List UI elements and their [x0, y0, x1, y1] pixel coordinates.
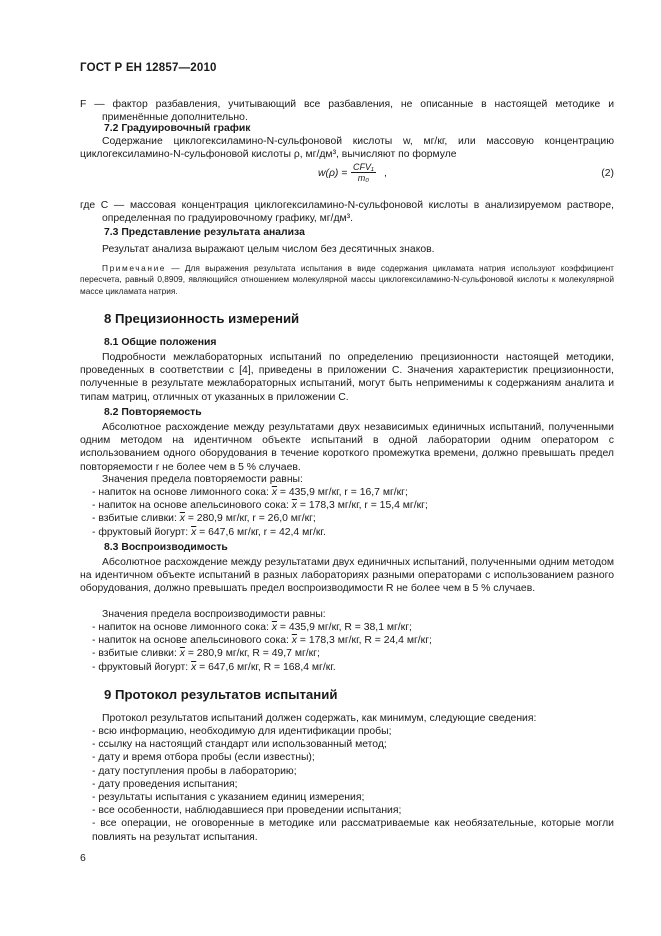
list-item: - напиток на основе апельсинового сока: $\overline{x} = 178,3$ мг/кг, r = 15,4 мг/кг;	[92, 500, 428, 512]
section-8-2-title: 8.2 Повторяемость	[104, 407, 202, 418]
note-text: — Для выражения результата испытания в виде содержания цикламата натрия используют коэффициент пересчета, равный 0,8909, являющийся отношением молекулярной массы циклогексиламино-N-сульфоновой кислоты к молекулярной массе цикламата натрия.	[80, 263, 614, 296]
note	[80, 263, 614, 297]
section-7-2-title: 7.2 Градуировочный график	[104, 123, 251, 134]
list-item: - напиток на основе апельсинового сока: $\overline{x} = 178,3$ мг/кг, R = 24,4 мг/кг;	[92, 635, 432, 647]
section-7-2-text: Содержание циклогексиламино-N-сульфоновой кислоты w, мг/кг, или массовую концентрацию циклогексиламино-N-сульфоновой кислоты ρ, мг/дм³, вычисляют по формуле	[80, 136, 614, 161]
list-item: - всю информацию, необходимую для идентификации пробы;	[92, 726, 392, 737]
formula-fraction	[351, 162, 376, 183]
c-definition: где C — массовая концентрация циклогексиламино-N-сульфоновой кислоты в анализируемом растворе, определенная по градуировочному графику, мг/дм³.	[80, 200, 614, 225]
list-item: - все операции, не оговоренные в методике или рассматриваемые как необязательные, которые могли повлиять на результат испытания.	[92, 818, 614, 843]
section-7-3-title: 7.3 Представление результата анализа	[104, 227, 305, 238]
protocol-list	[80, 725, 614, 844]
list-item: - результаты испытания с указанием единиц измерения;	[92, 792, 365, 804]
list-item: - дату проведения испытания;	[92, 778, 238, 790]
section-8-title: 8 Прецизионность измерений	[104, 311, 300, 326]
formula-comma: ,	[384, 168, 387, 179]
list-item: - фруктовый йогурт: $\overline{x} = 647,6$ мг/кг, r = 42,4 мг/кг.	[92, 526, 326, 538]
section-9-title: 9 Протокол результатов испытаний	[104, 687, 338, 702]
section-8-2-text: Абсолютное расхождение между результатами двух независимых единичных испытаний, полученными одним методом на идентичном объекте испытаний в одной лаборатории одним оператором с использованием одного оборудования в течение короткого промежутка времени, должно превышать предел повторяемости r не более чем в 5 % случаев.	[80, 422, 614, 473]
reproducibility-list	[80, 621, 614, 674]
list-item: - взбитые сливки: $\overline{x} = 280,9$ мг/кг, r = 26,0 мг/кг;	[92, 513, 316, 525]
section-7-3-text: Результат анализа выражают целым числом без десятичных знаков.	[102, 244, 435, 255]
list-item: - все особенности, наблюдавшиеся при проведении испытания;	[92, 805, 402, 817]
list-item: - взбитые сливки: $\overline{x} = 280,9$ мг/кг, R = 49,7 мг/кг;	[92, 648, 320, 660]
formula-numerator: CFV₁	[353, 162, 374, 172]
f-definition: F — фактор разбавления, учитывающий все разбавления, не описанные в настоящей методике и применённые дополнительно.	[80, 99, 614, 124]
page-number: 6	[80, 853, 86, 864]
formula-lhs: w(ρ) =	[318, 168, 348, 179]
note-label: Примечание	[102, 263, 167, 273]
list-item: - напиток на основе лимонного сока: $\overline{x} = 435,9$ мг/кг, R = 38,1 мг/кг;	[92, 622, 412, 633]
repeatability-list	[80, 486, 614, 539]
section-8-1-title: 8.1 Общие положения	[104, 337, 217, 348]
document-header: ГОСТ Р ЕН 12857—2010	[80, 62, 217, 74]
formula-number: (2)	[601, 168, 614, 179]
formula-2	[80, 162, 614, 192]
section-8-3-text: Абсолютное расхождение между результатами двух единичных испытаний, полученными одним методом на идентичном объекте испытаний в разных лабораториях разными операторами с использованием разного оборудования, должно превышать предел воспроизводимости R не более чем в 5 % случаев.	[80, 557, 614, 595]
repeatability-intro: Значения предела повторяемости равны:	[102, 474, 303, 485]
formula-denominator: m₀	[357, 173, 370, 183]
section-8-3-title: 8.3 Воспроизводимость	[104, 542, 228, 553]
list-item: - дату поступления пробы в лабораторию;	[92, 765, 297, 777]
list-item: - напиток на основе лимонного сока: $\overline{x} = 435,9$ мг/кг, r = 16,7 мг/кг;	[92, 487, 408, 498]
reproducibility-intro: Значения предела воспроизводимости равны:	[102, 609, 326, 620]
section-9-intro: Протокол результатов испытаний должен содержать, как минимум, следующие сведения:	[102, 713, 537, 724]
list-item: - фруктовый йогурт: $\overline{x} = 647,6$ мг/кг, R = 168,4 мг/кг.	[92, 661, 336, 673]
list-item: - ссылку на настоящий стандарт или использованный метод;	[92, 739, 387, 751]
list-item: - дату и время отбора пробы (если известны);	[92, 752, 315, 764]
section-8-1-text: Подробности межлабораторных испытаний по определению прецизионности настоящей методики, проведенных в соответствии с [4], приведены в приложении С. Значения характеристик прецизионности, полученные в результате межлабораторных испытаний, могут быть неприменимы к содержаниям аналита и типам матриц, отличных от указанных в приложении С.	[80, 352, 614, 403]
